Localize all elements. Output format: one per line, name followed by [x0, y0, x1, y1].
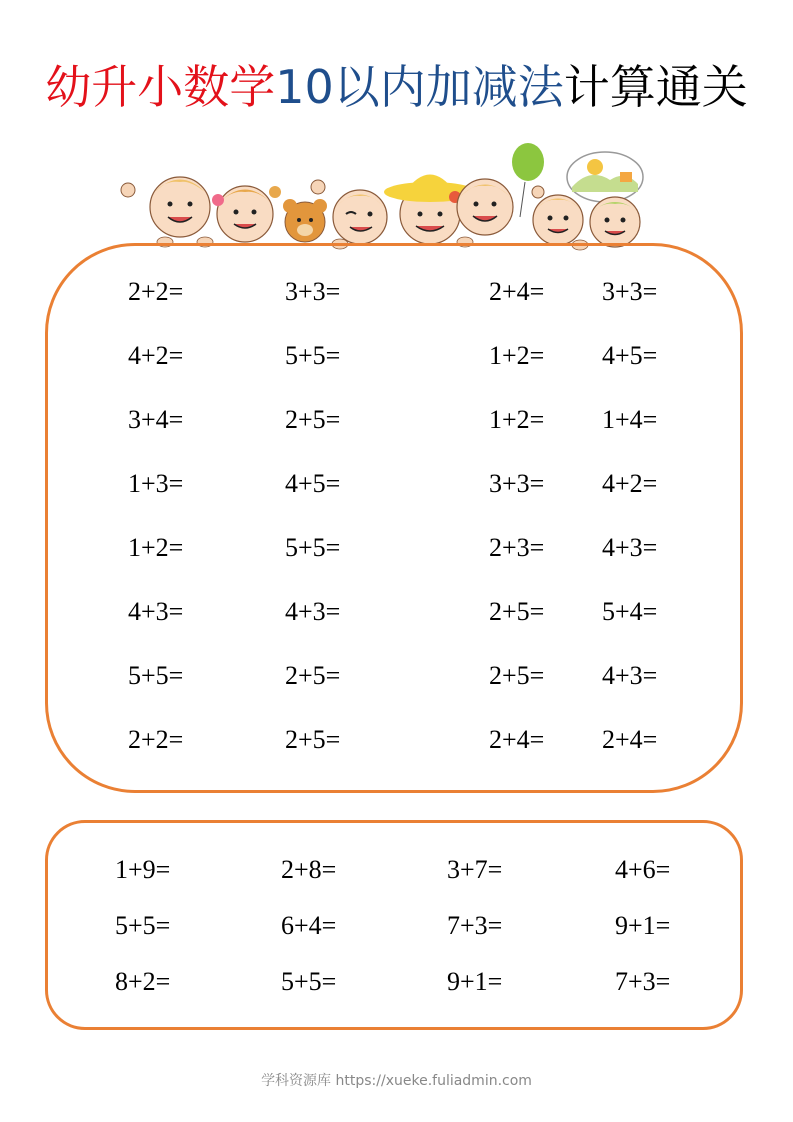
equation: 4+6=: [615, 855, 671, 884]
equation: 1+2=: [489, 405, 545, 434]
equation: 2+2=: [128, 277, 184, 306]
equation: 2+5=: [285, 661, 341, 690]
equation: 2+8=: [281, 855, 337, 884]
equation: 1+4=: [602, 405, 658, 434]
equation: 7+3=: [447, 911, 503, 940]
equation: 4+2=: [128, 341, 184, 370]
children-illustration: [110, 142, 670, 252]
title-part-blue: 10以内加减法: [275, 60, 564, 114]
equation: 1+2=: [128, 533, 184, 562]
equation: 3+4=: [128, 405, 184, 434]
equation: 1+2=: [489, 341, 545, 370]
equation: 2+5=: [285, 405, 341, 434]
equation: 4+3=: [602, 661, 658, 690]
equation: 9+1=: [447, 967, 503, 996]
footer-source: 学科资源库 https://xueke.fuliadmin.com: [261, 1073, 532, 1089]
equation: 7+3=: [615, 967, 671, 996]
equation: 6+4=: [281, 911, 337, 940]
equation: 5+5=: [281, 967, 337, 996]
equation: 5+4=: [602, 597, 658, 626]
equation: 2+2=: [128, 725, 184, 754]
equation: 1+9=: [115, 855, 171, 884]
equation: 2+4=: [489, 277, 545, 306]
equation: 9+1=: [615, 911, 671, 940]
title-part-black: 计算通关: [563, 60, 748, 114]
equation: 4+5=: [285, 469, 341, 498]
equation: 5+5=: [285, 341, 341, 370]
equation: 3+3=: [602, 277, 658, 306]
equation: 4+5=: [602, 341, 658, 370]
equation: 3+7=: [447, 855, 503, 884]
equation: 5+5=: [285, 533, 341, 562]
exercise-box-1: [45, 243, 743, 793]
equation: 2+3=: [489, 533, 545, 562]
page-title: [0, 52, 793, 122]
equation: 3+3=: [489, 469, 545, 498]
equation: 5+5=: [128, 661, 184, 690]
equation: 4+3=: [128, 597, 184, 626]
equation: 8+2=: [115, 967, 171, 996]
equation: 2+5=: [285, 725, 341, 754]
equation: 4+2=: [602, 469, 658, 498]
equation: 5+5=: [115, 911, 171, 940]
title-part-red: 幼升小数学: [45, 60, 276, 114]
equation: 4+3=: [602, 533, 658, 562]
equation: 2+5=: [489, 661, 545, 690]
equation: 3+3=: [285, 277, 341, 306]
equation: 2+4=: [489, 725, 545, 754]
equation: 2+4=: [602, 725, 658, 754]
equation: 1+3=: [128, 469, 184, 498]
equation: 4+3=: [285, 597, 341, 626]
equation: 2+5=: [489, 597, 545, 626]
